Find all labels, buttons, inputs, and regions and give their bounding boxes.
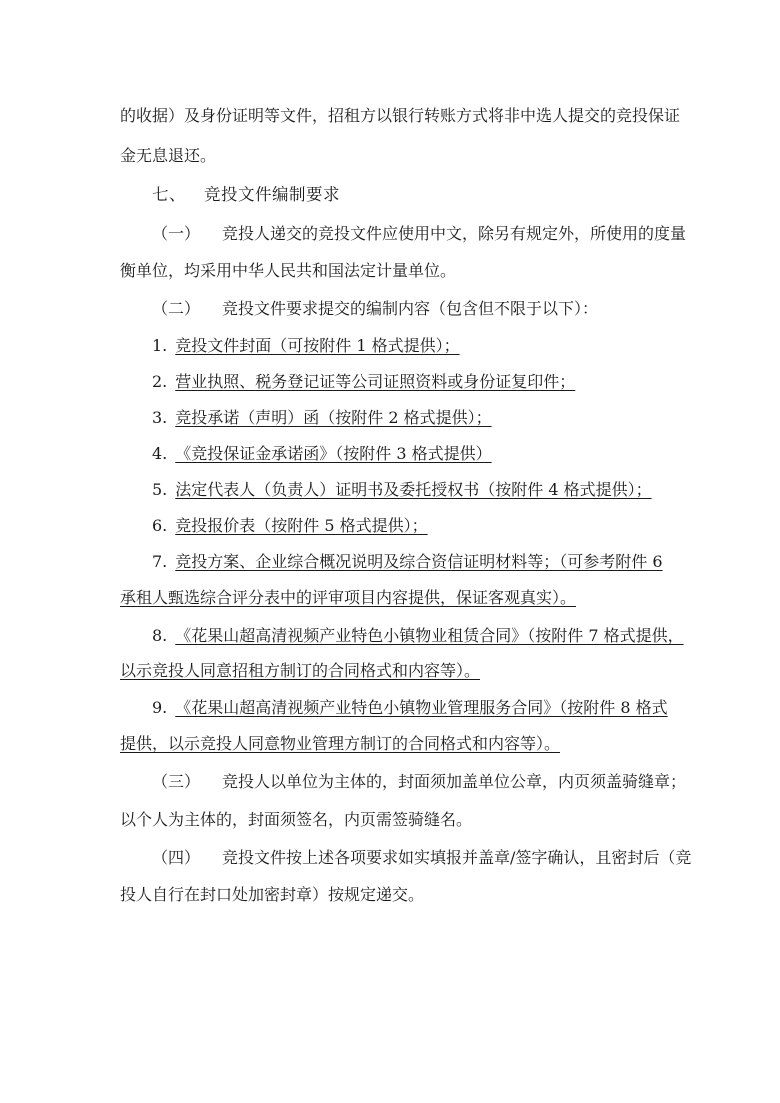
p1-number: （一） — [152, 224, 201, 243]
section-heading-7 — [152, 183, 340, 207]
item-number: 2. — [152, 372, 168, 391]
item-number: 1. — [152, 336, 168, 355]
item-text: 《花果山超高清视频产业特色小镇物业管理服务合同》（按附件 8 格式 — [175, 698, 668, 717]
item-number: 7. — [152, 552, 168, 571]
item-number: 4. — [152, 444, 168, 463]
p2-text: 竞投文件要求提交的编制内容（包含但不限于以下）： — [222, 299, 599, 318]
item-number: 6. — [152, 516, 168, 535]
list-item-7-line-1 — [152, 550, 663, 574]
p2-number: （二） — [152, 299, 201, 318]
p2-line — [152, 297, 660, 321]
p3-line-2: 以个人为主体的，封面须签名，内页需签骑缝名。 — [120, 810, 473, 829]
list-item-1 — [152, 334, 660, 358]
list-item-8-line-1 — [152, 624, 684, 648]
p4-number: （四） — [152, 848, 201, 867]
item-text: 竞投承诺（声明）函（按附件 2 格式提供）； — [175, 408, 492, 427]
item-number: 5. — [152, 480, 168, 499]
list-item-2 — [152, 370, 660, 394]
p3-number: （三） — [152, 772, 201, 791]
p1-text-1: 竞投人递交的竞投文件应使用中文，除另有规定外，所使用的度量 — [222, 224, 687, 243]
item-text: 竞投报价表（按附件 5 格式提供）； — [175, 516, 428, 535]
item-text-cont: 承租人甄选综合评分表中的评审项目内容提供，保证客观真实）。 — [120, 588, 577, 607]
item-text: 《花果山超高清视频产业特色小镇物业租赁合同》（按附件 7 格式提供， — [175, 626, 684, 645]
list-item-7-line-2 — [120, 586, 660, 610]
list-item-9-line-2 — [120, 732, 660, 756]
list-item-5 — [152, 478, 660, 502]
p3-line-1 — [152, 770, 687, 794]
p4-line-1 — [152, 846, 692, 870]
item-text: 《竞投保证金承诺函》（按附件 3 格式提供） — [175, 444, 492, 463]
item-number: 3. — [152, 408, 168, 427]
list-item-4 — [152, 442, 660, 466]
list-item-3 — [152, 406, 660, 430]
item-text: 竞投方案、企业综合概况说明及综合资信证明材料等；（可参考附件 6 — [175, 552, 663, 571]
item-text-cont: 提供，以示竞投人同意物业管理方制订的合同格式和内容等）。 — [120, 734, 561, 753]
item-number: 9. — [152, 698, 168, 717]
p0-line-2: 金无息退还。 — [120, 146, 217, 165]
p0-line-1: 的收据）及身份证明等文件，招租方以银行转账方式将非中选人提交的竞投保证 — [120, 106, 681, 125]
p4-text-1: 竞投文件按上述各项要求如实填报并盖章/签字确认，且密封后（竞 — [222, 848, 692, 867]
p3-text-1: 竞投人以单位为主体的，封面须加盖单位公章，内页须盖骑缝章； — [222, 772, 687, 791]
item-number: 8. — [152, 626, 168, 645]
item-text-cont: 以示竞投人同意招租方制订的合同格式和内容等）。 — [120, 661, 481, 680]
list-item-9-line-1 — [152, 696, 668, 720]
p1-line-2: 衡单位，均采用中华人民共和国法定计量单位。 — [120, 261, 457, 280]
section-number: 七、 — [152, 185, 186, 204]
p4-line-2: 投人自行在封口处加密封章）按规定递交。 — [120, 885, 425, 904]
item-text: 营业执照、税务登记证等公司证照资料或身份证复印件； — [175, 372, 576, 391]
p1-line-1 — [152, 222, 687, 246]
item-text: 竞投文件封面（可按附件 1 格式提供）； — [175, 336, 460, 355]
item-text: 法定代表人（负责人）证明书及委托授权书（按附件 4 格式提供）； — [175, 480, 652, 499]
list-item-6 — [152, 514, 660, 538]
section-title: 竞投文件编制要求 — [204, 185, 340, 204]
list-item-8-line-2 — [120, 659, 660, 683]
